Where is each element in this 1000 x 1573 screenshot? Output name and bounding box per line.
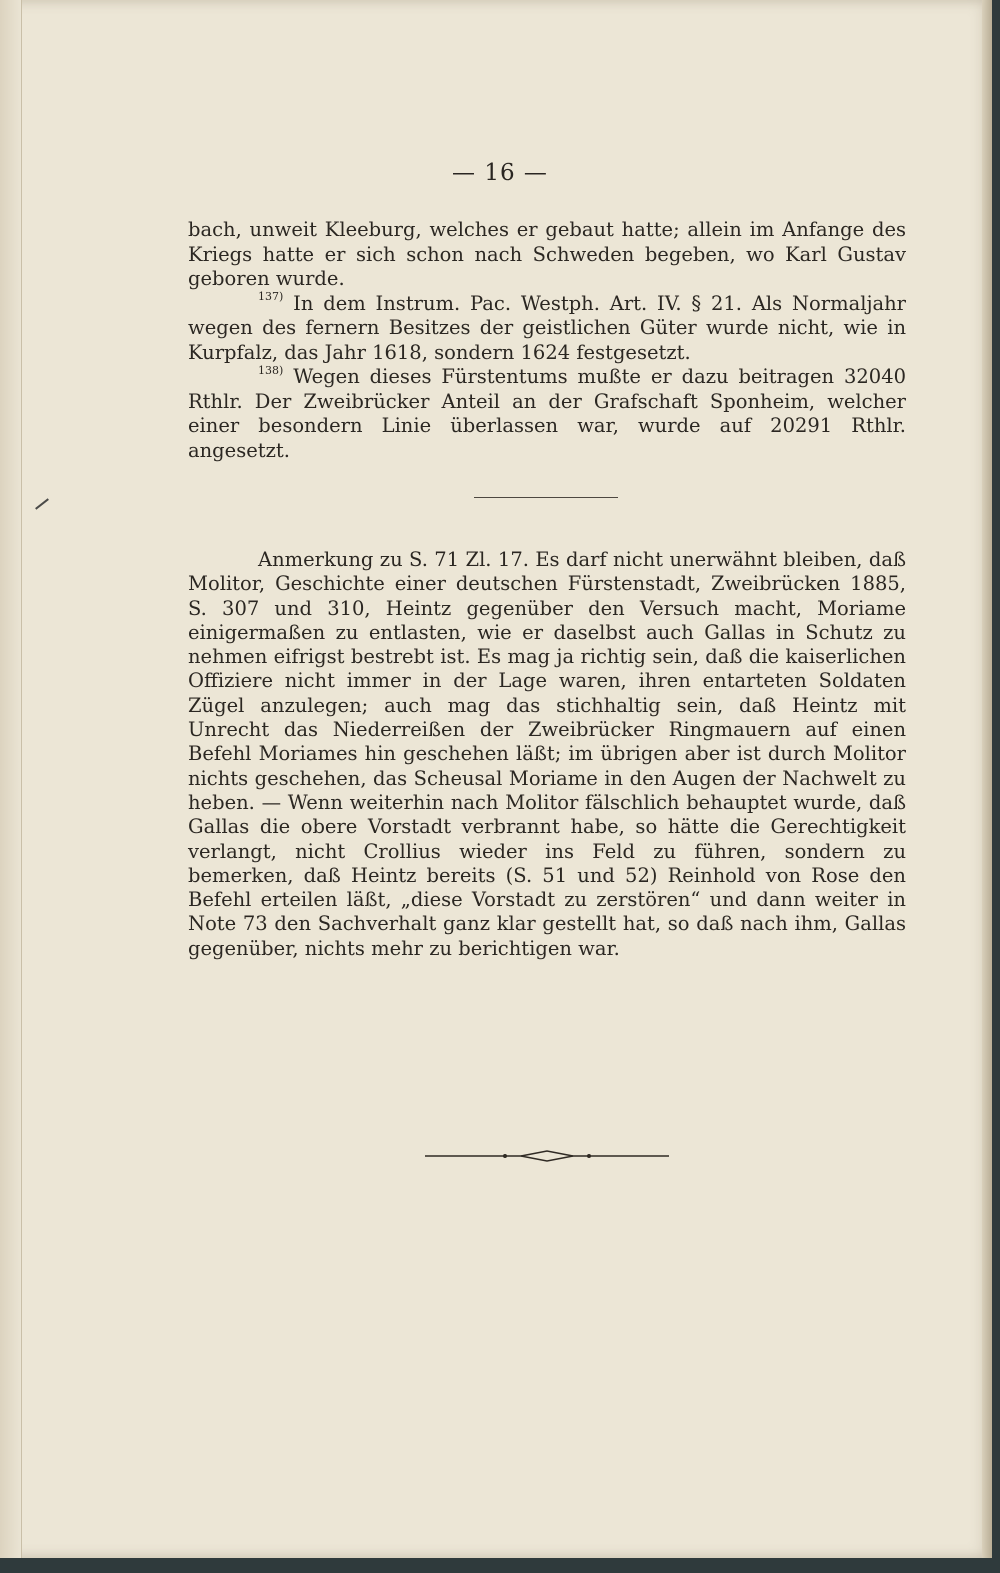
footnote-138 [188,365,906,463]
section-divider [474,497,618,498]
annotation-section [188,548,906,961]
annotation-paragraph: Anmerkung zu S. 71 Zl. 17. Es darf nicht unerwähnt bleiben, daß Molitor, Geschichte einer deutschen Fürstenstadt, Zweibrücken 1885, S. 307 und 310, Heintz gegenüber den Versuch macht, Moriame einigermaßen zu entlasten, wie er daselbst auch Gallas in Schutz zu nehmen eifrigst bestrebt ist. Es mag ja richtig sein, daß die kaiserlichen Offiziere nicht immer in der Lage waren, ihren entarteten Soldaten Zügel anzulegen; auch mag das stichhaltig sein, daß Heintz mit Unrecht das Niederreißen der Zweibrücker Ringmauern auf einen Befehl Moriames hin geschehen läßt; im übrigen aber ist durch Molitor nichts geschehen, das Scheusal Moriame in den Augen der Nachwelt zu heben. — Wenn weiterhin nach Molitor fälschlich behauptet wurde, daß Gallas die obere Vorstadt verbrannt habe, so hätte die Gerechtigkeit verlangt, nicht Crollius wieder ins Feld zu führen, sondern zu bemerken, daß Heintz bereits (S. 51 und 52) Reinhold von Rose den Befehl erteilen läßt, „diese Vorstadt zu zerstören“ und dann weiter in Note 73 den Sachverhalt ganz klar gestellt hat, so daß nach ihm, Gallas gegenüber, nichts mehr zu berichtigen war. [188,548,906,960]
footnote-marker: 138) [258,363,284,377]
page-spine [0,0,22,1558]
footnote-marker: 137) [258,290,284,303]
page-edge [982,0,992,1558]
pencil-mark [35,498,49,509]
footnote-continuation: bach, unweit Kleeburg, welches er gebaut hatte; allein im Anfange des Kriegs hatte er sich schon nach Schweden begeben, wo Karl Gustav geboren wurde. [188,218,906,290]
end-ornament [425,1146,669,1166]
footnote-text: Wegen dieses Fürstentums mußte er dazu beitragen 32040 Rthlr. Der Zweibrücker Anteil an der Grafschaft Sponheim, welcher einer besondern Linie überlassen war, wurde auf 20291 Rthlr. angesetzt. [188,365,907,462]
gutter-fold [21,0,22,1558]
page-number: — 16 — [452,160,548,186]
footnote-text: In dem Instrum. Pac. Westph. Art. IV. § 21. Als Normaljahr wegen des fernern Besitzes der geistlichen Güter wurde nicht, wie in Kurpfalz, das Jahr 1618, sondern 1624 festgesetzt. [188,291,906,364]
footnotes-section [188,218,906,463]
footnote-137 [188,292,906,366]
